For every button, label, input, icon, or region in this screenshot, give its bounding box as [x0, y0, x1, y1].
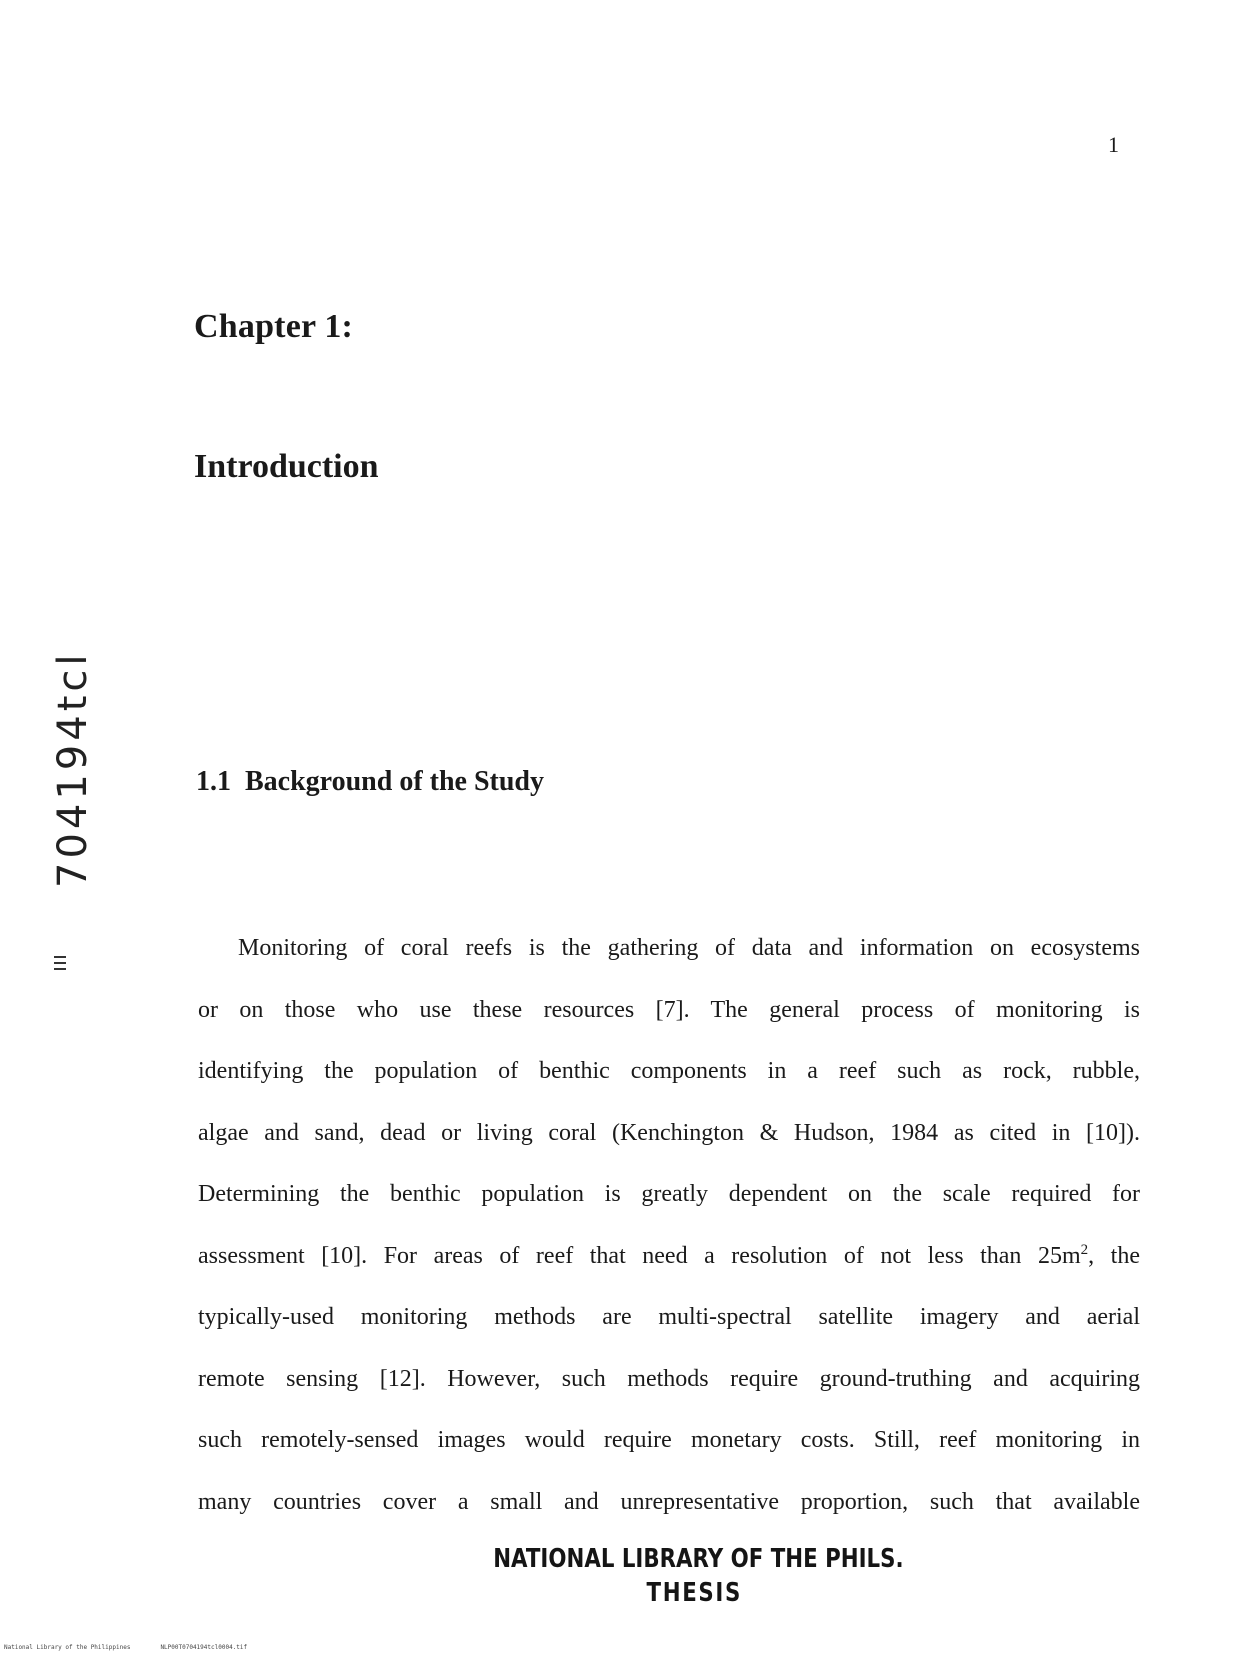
body-line: or on those who use these resources [7]. The general process of monitoring is: [198, 996, 1140, 1023]
body-line: algae and sand, dead or living coral (Kenchington & Hudson, 1984 as cited in [10]).: [198, 1119, 1140, 1146]
body-line: remote sensing [12]. However, such methods require ground-truthing and acquiring: [198, 1365, 1140, 1392]
body-line: identifying the population of benthic components in a reef such as rock, rubble,: [198, 1058, 1140, 1084]
section-title: Background of the Study: [245, 766, 545, 797]
page-number: 1: [1108, 132, 1119, 157]
footer-right: NLP00T0704194tcl0004.tif: [160, 1644, 248, 1651]
body-line-tail: , the: [1088, 1242, 1140, 1269]
body-line-text: assessment [10]. For areas of reef that need a resolution of not less than 25m: [198, 1242, 1081, 1269]
margin-tick-mark: [54, 956, 68, 978]
body-line: such remotely-sensed images would require monetary costs. Still, reef monitoring in: [198, 1427, 1140, 1453]
body-line: Determining the benthic population is greatly dependent on the scale required for: [198, 1181, 1140, 1207]
section-number: 1.1: [196, 766, 231, 797]
accession-number-stamp: 704194tcl: [50, 650, 96, 888]
superscript: 2: [1080, 1241, 1089, 1258]
body-line: many countries cover a small and unrepresentative proportion, such that available: [198, 1488, 1140, 1515]
scan-footer: [4, 1644, 247, 1651]
chapter-title: Introduction: [194, 448, 379, 485]
section-heading: [196, 766, 544, 798]
body-line: typically-used monitoring methods are multi-spectral satellite imagery and aerial: [198, 1304, 1140, 1330]
footer-left: National Library of the Philippines: [4, 1644, 131, 1651]
library-stamp-line2: THESIS: [646, 1578, 742, 1608]
library-stamp: [113, 1542, 1145, 1610]
chapter-label: Chapter 1:: [194, 308, 354, 345]
body-line: [198, 1226, 1140, 1288]
library-stamp-line1: NATIONAL LIBRARY OF THE PHILS.: [493, 1544, 904, 1574]
body-paragraph: [198, 918, 1140, 1533]
body-line: Monitoring of coral reefs is the gathering of data and information on ecosystems: [238, 935, 1140, 961]
